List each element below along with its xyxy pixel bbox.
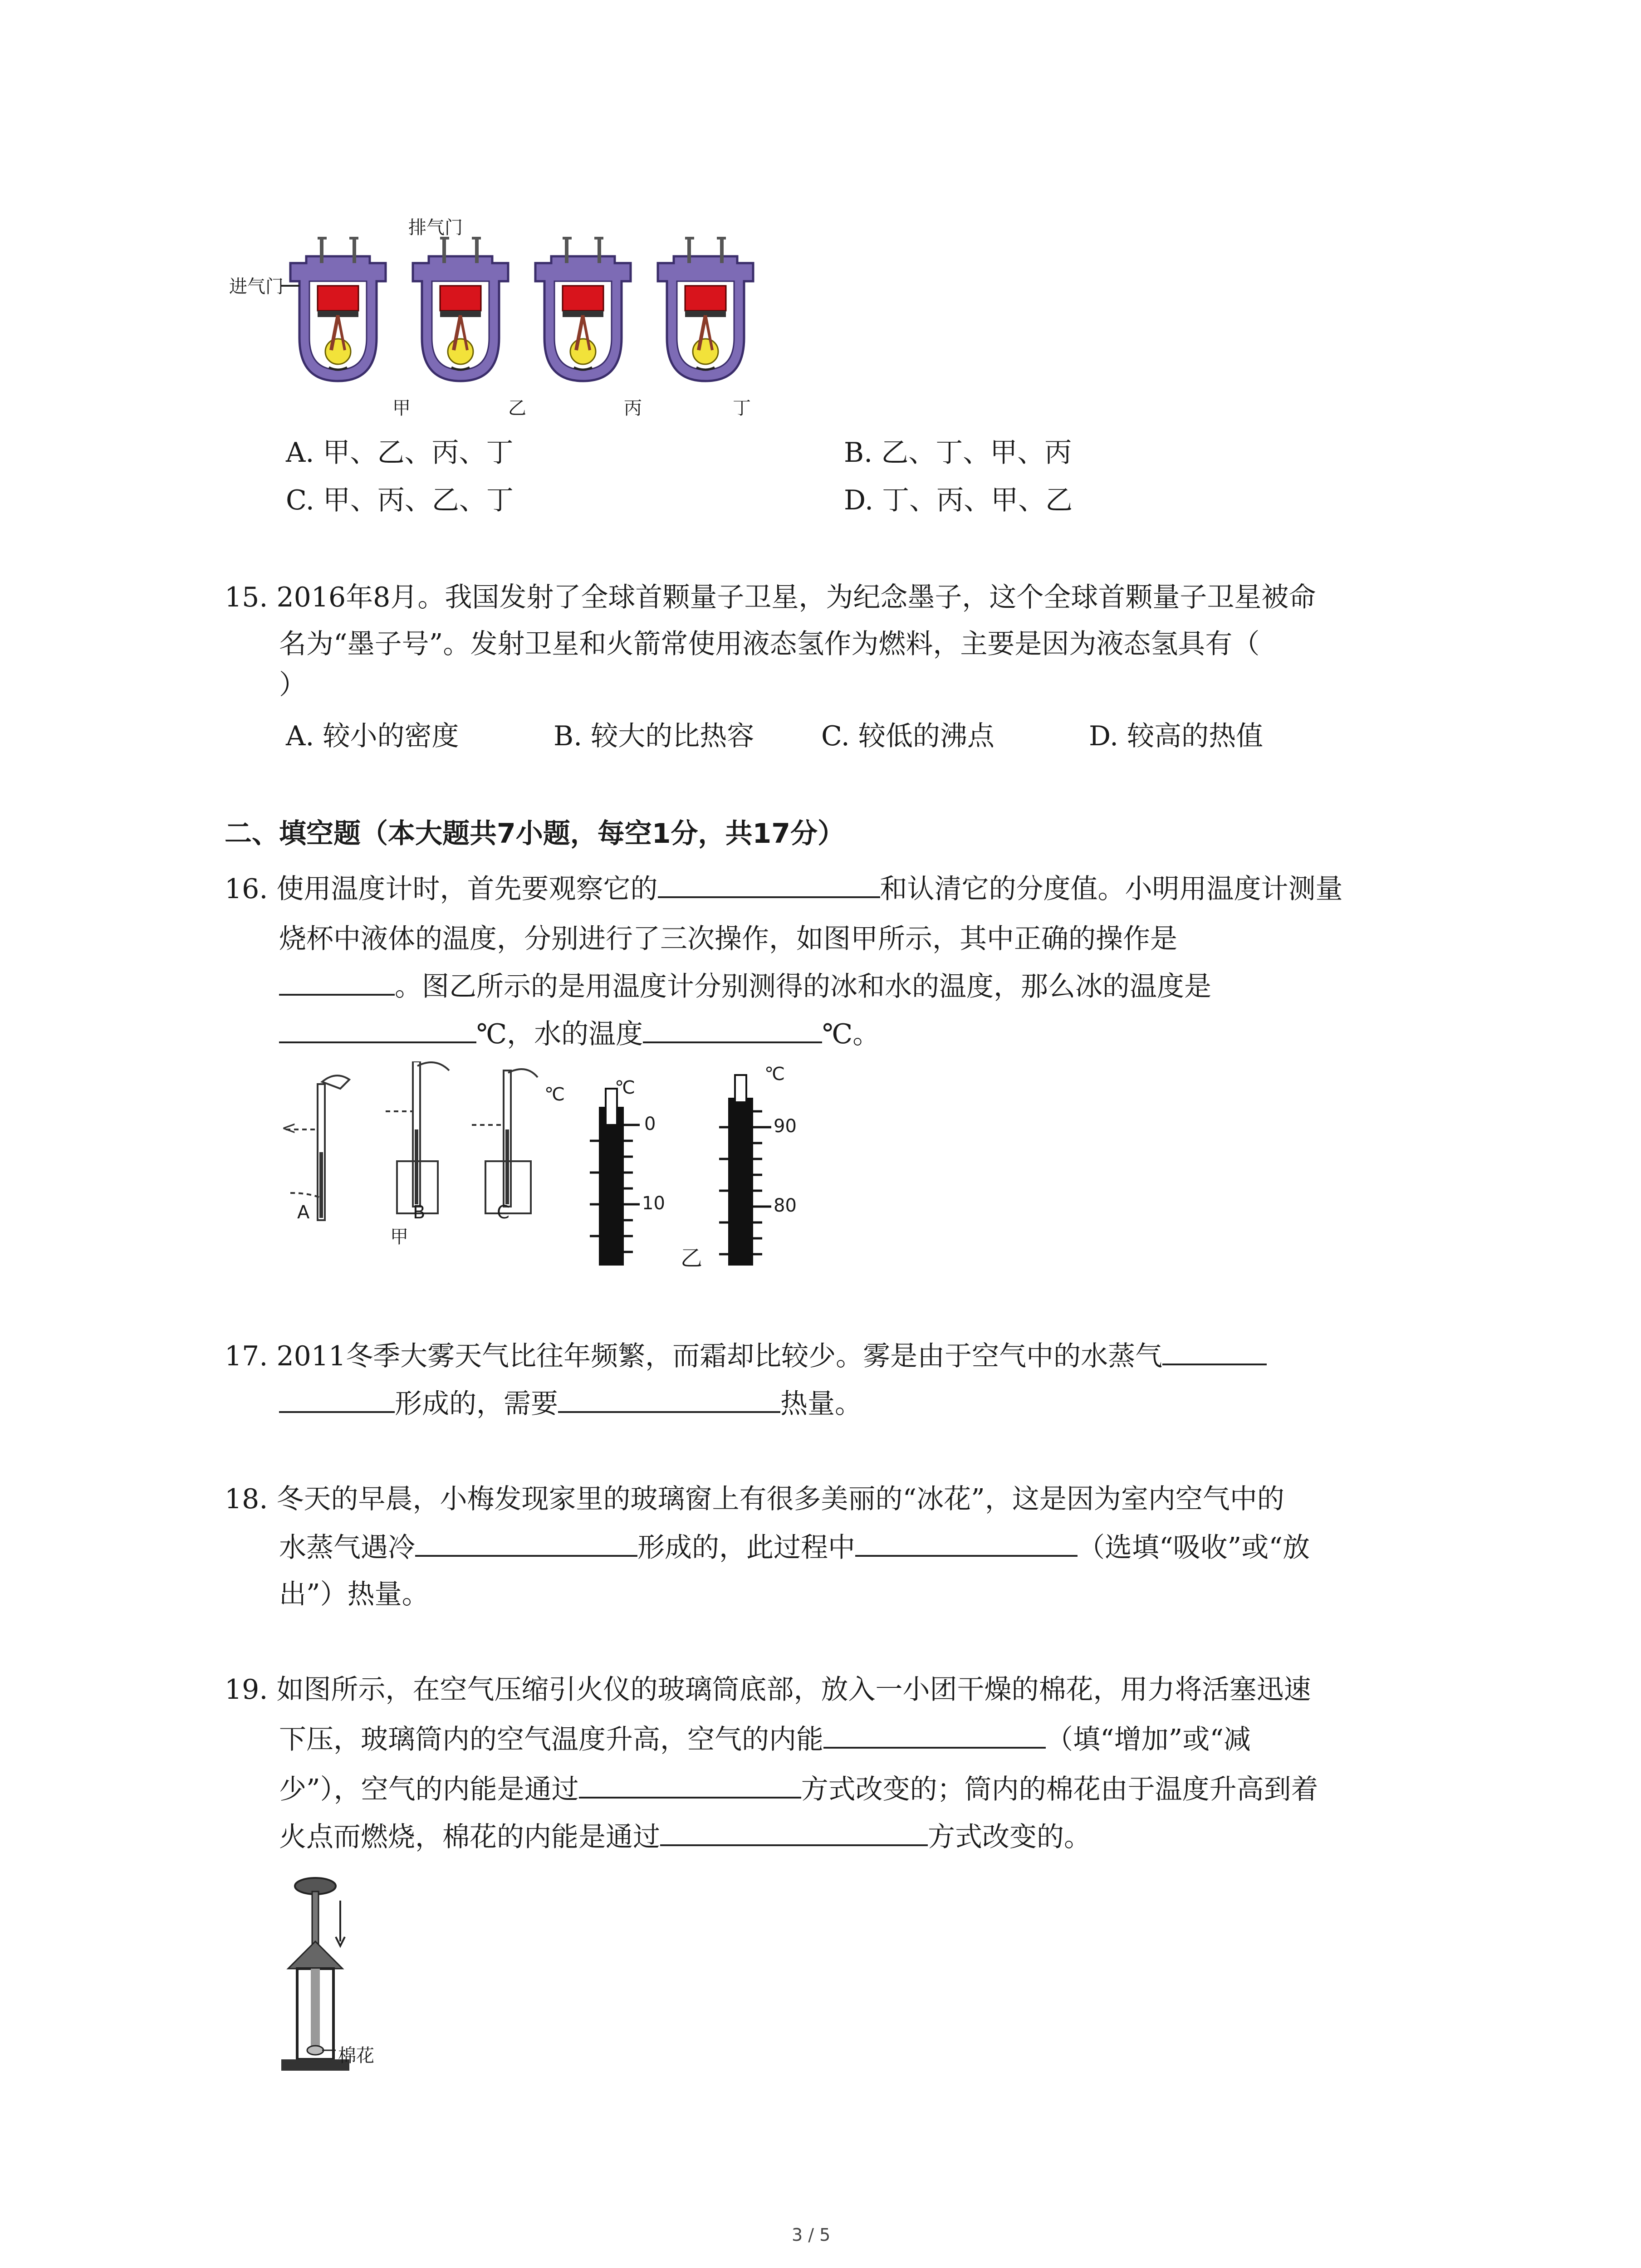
q19-text-4b: 方式改变的。 (928, 1821, 1091, 1853)
unit-label-2: ℃ (615, 1077, 635, 1098)
q14-option-a: A. 甲、乙、丙、丁 (286, 437, 514, 469)
q19-text-2b: （填“增加”或“减 (1046, 1724, 1251, 1755)
q16-line4 (279, 1009, 880, 1059)
q19-text-3b: 方式改变的；筒内的棉花由于温度升高到着 (801, 1774, 1318, 1805)
q19-line2 (279, 1715, 1251, 1765)
q17-blank-1b[interactable] (279, 1383, 395, 1413)
q15-option-a: A. 较小的密度 (286, 720, 459, 752)
q15-line2: 名为“墨子号”。发射卫星和火箭常使用液态氢作为燃料，主要是因为液态氢具有（ (279, 628, 1260, 660)
q16-line2: 烧杯中液体的温度，分别进行了三次操作，如图甲所示，其中正确的操作是 (279, 923, 1177, 955)
svg-text:<: < (281, 1118, 297, 1139)
q19-blank-3[interactable] (660, 1816, 928, 1846)
q18-line1: 18. 冬天的早晨，小梅发现家里的玻璃窗上有很多美丽的“冰花”，这是因为室内空气中的 (225, 1483, 1284, 1515)
method-b-drawing (386, 1061, 449, 1213)
q19-blank-1[interactable] (823, 1719, 1046, 1749)
section-2-heading: 二、填空题（本大题共7小题，每空1分，共17分） (225, 818, 845, 850)
q17-text-2a: 形成的，需要 (395, 1388, 558, 1420)
q15-option-d: D. 较高的热值 (1089, 720, 1264, 752)
method-c-drawing (472, 1069, 538, 1213)
q18-text-2a: 水蒸气遇冷 (279, 1532, 415, 1564)
figure-label-jia: 甲 (390, 1227, 408, 1247)
page-number: 3 / 5 (792, 2225, 831, 2245)
q17-line2 (279, 1379, 862, 1429)
q18-blank-1[interactable] (415, 1527, 637, 1557)
cotton-label: 棉花 (338, 2045, 374, 2066)
q16-blank-3[interactable] (279, 1013, 476, 1043)
stroke-label-bing: 丙 (624, 398, 642, 419)
q16-text-1a: 16. 使用温度计时，首先要观察它的 (225, 873, 658, 905)
q15-option-b: B. 较大的比热容 (554, 720, 754, 752)
stroke-label-ding: 丁 (733, 398, 751, 419)
q18-line3: 出”）热量。 (279, 1579, 429, 1610)
stroke-label-yi: 乙 (508, 398, 526, 419)
q18-blank-2[interactable] (855, 1527, 1078, 1557)
q18-text-2b: 形成的，此过程中 (637, 1532, 855, 1564)
q16-line3 (279, 962, 1211, 1012)
unit-label-1: ℃ (544, 1084, 565, 1105)
q17-blank-1a[interactable] (1162, 1335, 1267, 1365)
q19-text-2a: 下压，玻璃筒内的空气温度升高，空气的内能 (279, 1724, 823, 1755)
q16-text-4a: ℃，水的温度 (476, 1018, 643, 1050)
water-thermometer-drawing (719, 1075, 771, 1266)
water-tick-80: 80 (774, 1195, 797, 1216)
q18-line2 (279, 1523, 1310, 1573)
q17-text-2b: 热量。 (780, 1388, 862, 1420)
q19-text-3a: 少”），空气的内能是通过 (279, 1774, 579, 1805)
q17-blank-2[interactable] (558, 1383, 780, 1413)
q17-line1 (225, 1331, 1267, 1381)
q16-text-3: 。图乙所示的是用温度计分别测得的冰和水的温度，那么冰的温度是 (395, 971, 1211, 1002)
method-label-c: C (497, 1202, 509, 1223)
method-a-drawing (281, 1075, 349, 1220)
q16-text-1b: 和认清它的分度值。小明用温度计测量 (880, 873, 1343, 905)
method-label-b: B (413, 1202, 426, 1223)
q14-option-b: B. 乙、丁、甲、丙 (844, 437, 1072, 469)
figure-label-yi: 乙 (681, 1246, 703, 1271)
q16-line1 (225, 864, 1343, 914)
ice-tick-0: 0 (644, 1114, 656, 1134)
ice-thermometer-drawing (590, 1089, 640, 1266)
unit-label-3: ℃ (764, 1064, 785, 1085)
stroke-label-jia: 甲 (392, 398, 411, 419)
intake-valve-label: 进气门 (229, 276, 284, 297)
q18-text-2c: （选填“吸收”或“放 (1078, 1532, 1310, 1564)
q15-option-c: C. 较低的沸点 (821, 720, 994, 752)
q16-blank-4[interactable] (643, 1013, 822, 1043)
q15-line3: ） (279, 669, 306, 701)
q16-text-4b: ℃。 (822, 1018, 880, 1050)
q15-line1: 15. 2016年8月。我国发射了全球首颗量子卫星，为纪念墨子，这个全球首颗量子卫星被命 (225, 582, 1316, 613)
q16-blank-1[interactable] (658, 868, 880, 898)
q19-line3 (279, 1765, 1318, 1814)
q19-line4 (279, 1812, 1091, 1862)
exhaust-valve-label: 排气门 (408, 217, 463, 238)
q16-blank-2[interactable] (279, 966, 395, 996)
q14-option-c: C. 甲、丙、乙、丁 (286, 484, 514, 516)
ice-tick-10: 10 (642, 1193, 665, 1214)
q14-option-d: D. 丁、丙、甲、乙 (844, 484, 1073, 516)
water-tick-90: 90 (774, 1116, 797, 1137)
q19-blank-2[interactable] (579, 1769, 801, 1799)
q19-text-4a: 火点而燃烧，棉花的内能是通过 (279, 1821, 660, 1853)
q17-text-1: 17. 2011冬季大雾天气比往年频繁，而霜却比较少。雾是由于空气中的水蒸气 (225, 1340, 1163, 1372)
q19-line1: 19. 如图所示，在空气压缩引火仪的玻璃筒底部，放入一小团干燥的棉花，用力将活塞迅速 (225, 1674, 1311, 1706)
method-label-a: A (297, 1202, 310, 1223)
